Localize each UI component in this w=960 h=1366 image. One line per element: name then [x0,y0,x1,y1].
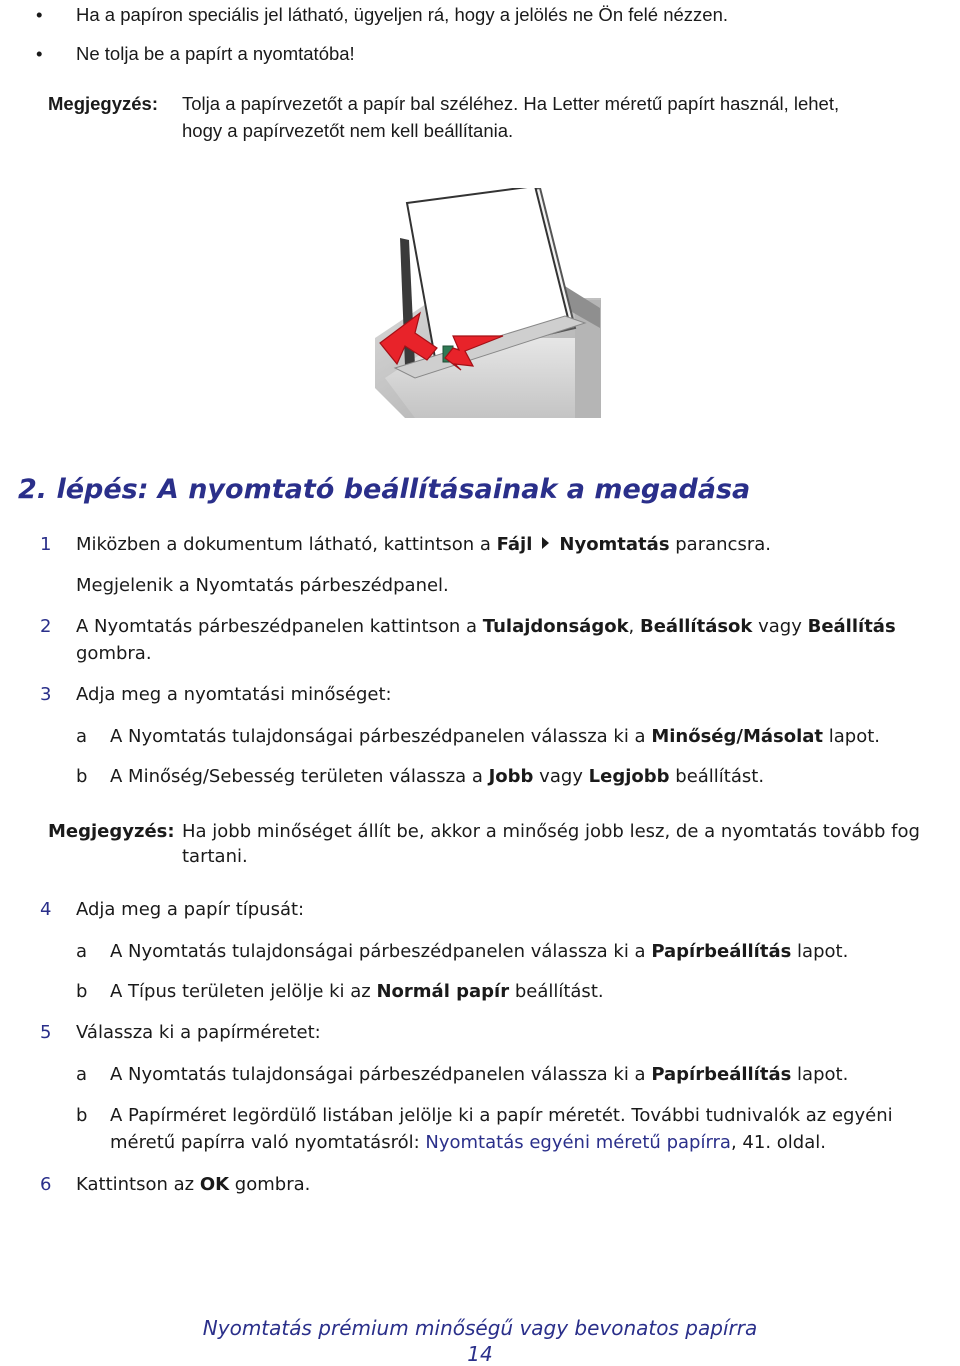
step-4a-text [110,938,848,965]
step-4a-pre: A Nyomtatás tulajdonságai párbeszédpanelen válassza ki a [110,941,652,962]
step-5a-letter: a [76,1064,88,1085]
step-5a-tab: Papírbeállítás [651,1064,792,1085]
step-3b-mid: vagy [533,766,589,787]
step-5a-text [110,1061,848,1088]
note-label: Megjegyzés: [48,93,159,114]
bullet-text-2: Ne tolja be a papírt a nyomtatóba! [76,43,355,64]
step-4-text: Adja meg a papír típusát: [76,899,305,920]
step-4a-letter: a [76,941,88,962]
step-3a-tab: Minőség/Másolat [651,726,824,747]
page-number: 14 [467,1342,493,1366]
step-5b-line1: A Papírméret legördülő listában jelölje ki a papír méretét. További tudnivalók az egyéni [110,1105,893,1126]
bullet-dot-2: • [36,43,43,64]
step-6-pre: Kattintson az [76,1174,200,1195]
bullet-dot-1: • [36,4,43,25]
section-heading: 2. lépés: A nyomtató beállításainak a megadása [18,474,751,505]
step-6-post: gombra. [229,1174,311,1195]
step-6-text [76,1171,310,1198]
step-4a-tab: Papírbeállítás [651,941,792,962]
step-5b-line2-post: , 41. oldal. [730,1132,826,1153]
step-1-text [76,531,771,558]
step-6-number: 6 [40,1174,52,1195]
step-2-beallitasok: Beállítások [640,616,753,637]
step-2-text-pre: A Nyomtatás párbeszédpanelen kattintson a [76,616,483,637]
step-3a-text [110,723,880,750]
step-5-text: Válassza ki a papírméretet: [76,1022,321,1043]
step-2-text [76,613,896,640]
bullet-text-1: Ha a papíron speciális jel látható, ügyeljen rá, hogy a jelölés ne Ön felé nézzen. [76,4,729,25]
step-2-beallitas: Beállítás [807,616,896,637]
step-3b-legjobb: Legjobb [588,766,670,787]
note-2-line2: tartani. [182,846,248,867]
step-3b-pre: A Minőség/Sebesség területen válassza a [110,766,489,787]
step-2-sep2: vagy [752,616,808,637]
step-1-text-post: parancsra. [669,534,771,555]
step-4a-post: lapot. [791,941,849,962]
step-1-number: 1 [40,534,52,555]
step-1-menu-fajl: Fájl [496,534,533,555]
step-2-tulajdonsagok: Tulajdonságok [482,616,629,637]
menu-arrow-icon [542,537,549,549]
step-5a-post: lapot. [791,1064,849,1085]
step-1-text-pre: Miközben a dokumentum látható, kattintson a [76,534,497,555]
note-text-line1: Tolja a papírvezetőt a papír bal széléhez. Ha Letter méretű papírt használ, lehet, [182,93,840,114]
note-2-label: Megjegyzés: [48,821,175,842]
step-3a-post: lapot. [823,726,880,747]
step-3-text: Adja meg a nyomtatási minőséget: [76,684,392,705]
step-4b-text [110,978,604,1005]
step-5a-pre: A Nyomtatás tulajdonságai párbeszédpanelen válassza ki a [110,1064,652,1085]
step-2-text-line2: gombra. [76,643,152,664]
footer-title: Nyomtatás prémium minőségű vagy bevonatos papírra [202,1316,758,1340]
step-1-result: Megjelenik a Nyomtatás párbeszédpanel. [76,575,449,596]
step-4b-post: beállítást. [509,981,604,1002]
step-5b-line2 [110,1129,826,1156]
step-5-number: 5 [40,1022,52,1043]
step-3b-post: beállítást. [669,766,765,787]
note-2-line1: Ha jobb minőséget állít be, akkor a minőség jobb lesz, de a nyomtatás tovább fog [182,821,920,842]
step-2-sep1: , [628,616,640,637]
step-4-number: 4 [40,899,52,920]
step-6-ok: OK [199,1174,230,1195]
step-3a-pre: A Nyomtatás tulajdonságai párbeszédpanelen válassza ki a [110,726,652,747]
step-3b-jobb: Jobb [488,766,534,787]
step-3-number: 3 [40,684,52,705]
note-text-line2: hogy a papírvezetőt nem kell beállítania. [182,120,514,141]
step-3a-letter: a [76,726,88,747]
step-2-number: 2 [40,616,52,637]
printer-paper-guide-illustration [375,188,601,418]
step-5b-line2-pre: méretű papírra való nyomtatásról: [110,1132,426,1153]
step-5b-letter: b [76,1105,88,1126]
step-4b-pre: A Típus területen jelölje ki az [110,981,377,1002]
step-3b-text [110,763,764,790]
step-1-menu-nyomtatas: Nyomtatás [559,534,670,555]
step-4b-letter: b [76,981,88,1002]
step-3b-letter: b [76,766,88,787]
step-4b-option: Normál papír [376,981,510,1002]
cross-reference-link[interactable]: Nyomtatás egyéni méretű papírra [425,1132,731,1153]
